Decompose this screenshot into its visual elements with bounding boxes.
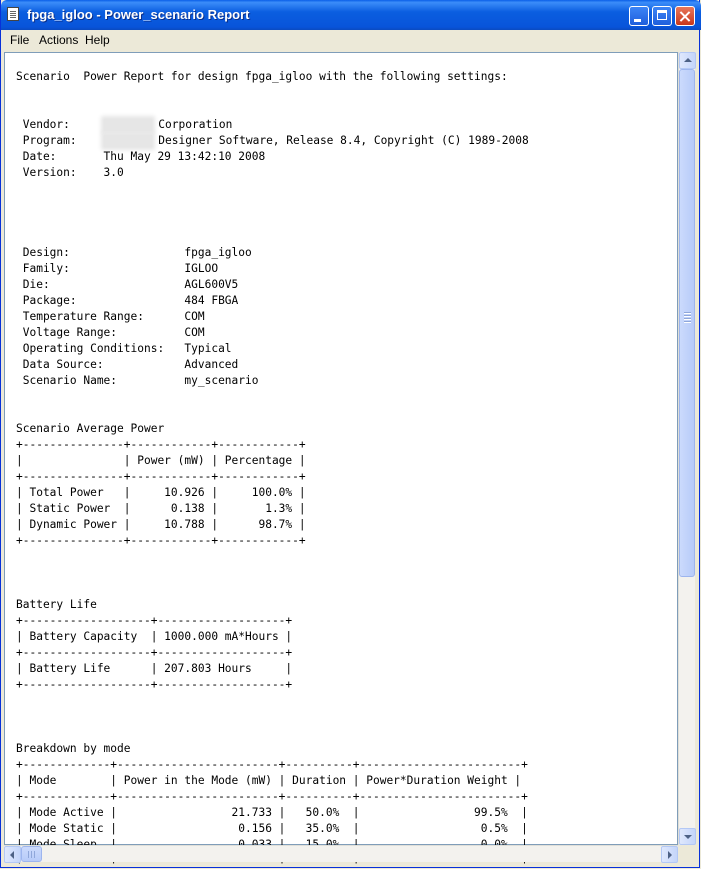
vendor-label: Vendor:	[16, 118, 104, 131]
setting-voltage-range: Voltage Range: COM	[16, 326, 205, 339]
thumb-grip-icon	[34, 851, 35, 858]
thumb-grip-icon	[684, 321, 691, 322]
battery-life-title: Battery Life	[16, 598, 97, 611]
avg-table-header: | | Power (mW) | Percentage |	[16, 454, 306, 467]
scroll-right-button[interactable]	[661, 846, 678, 863]
title-bar[interactable]	[1, 0, 701, 30]
report-text-area[interactable]	[4, 52, 678, 845]
horizontal-scroll-thumb[interactable]	[21, 846, 42, 862]
report-heading: Scenario Power Report for design fpga_igloo with the following settings:	[16, 70, 508, 83]
setting-scenario-name: Scenario Name: my_scenario	[16, 374, 259, 387]
avg-table-line: +---------------+------------+------------+	[16, 438, 306, 451]
report-document-icon	[7, 7, 19, 21]
setting-package: Package: 484 FBGA	[16, 294, 239, 307]
menu-actions[interactable]: Actions	[39, 33, 79, 47]
avg-table-row: | Total Power | 10.926 | 100.0% |	[16, 486, 306, 499]
minimize-button[interactable]	[629, 6, 649, 26]
mode-table-header: | Mode | Power in the Mode (mW) | Duration | Power*Duration Weight |	[16, 774, 522, 787]
vertical-scrollbar[interactable]	[678, 52, 695, 845]
mode-breakdown-title: Breakdown by mode	[16, 742, 131, 755]
avg-power-title: Scenario Average Power	[16, 422, 165, 435]
horizontal-scrollbar[interactable]	[4, 845, 678, 862]
window-title: fpga_igloo - Power_scenario Report	[27, 7, 250, 22]
thumb-grip-icon	[684, 312, 691, 313]
redacted-vendor-name-2	[104, 135, 152, 147]
program-value: Designer Software, Release 8.4, Copyright (C) 1989-2008	[151, 134, 529, 147]
scroll-left-button[interactable]	[4, 846, 21, 863]
avg-table-row: | Dynamic Power | 10.788 | 98.7% |	[16, 518, 306, 531]
avg-table-row: | Static Power | 0.138 | 1.3% |	[16, 502, 306, 515]
battery-table-line: +-------------------+-------------------+	[16, 646, 293, 659]
menu-file[interactable]: File	[10, 33, 30, 47]
close-button[interactable]	[675, 6, 695, 26]
battery-table-row: | Battery Life | 207.803 Hours |	[16, 662, 293, 675]
scroll-down-button[interactable]	[679, 828, 696, 845]
maximize-button[interactable]	[652, 6, 672, 26]
setting-temperature-range: Temperature Range: COM	[16, 310, 205, 323]
mode-table-row: | Mode Static | 0.156 | 35.0% | 0.5% |	[16, 822, 528, 835]
battery-table-line: +-------------------+-------------------+	[16, 614, 293, 627]
menu-help[interactable]: Help	[85, 33, 110, 47]
avg-table-line: +---------------+------------+------------+	[16, 534, 306, 547]
thumb-grip-icon	[31, 851, 32, 858]
battery-table-line: +-------------------+-------------------+	[16, 678, 293, 691]
vendor-value: Corporation	[151, 118, 233, 131]
version-line: Version: 3.0	[16, 166, 124, 179]
mode-table-line: +-------------+------------------------+----------+------------------------+	[16, 758, 528, 771]
setting-data-source: Data Source: Advanced	[16, 358, 239, 371]
vertical-scroll-thumb[interactable]	[679, 69, 695, 577]
avg-table-line: +---------------+------------+------------+	[16, 470, 306, 483]
scroll-up-button[interactable]	[679, 52, 696, 69]
mode-table-row: | Mode Active | 21.733 | 50.0% | 99.5% |	[16, 806, 528, 819]
mode-table-line: +-------------+------------------------+----------+------------------------+	[16, 790, 528, 803]
setting-family: Family: IGLOO	[16, 262, 219, 275]
battery-table-row: | Battery Capacity | 1000.000 mA*Hours |	[16, 630, 293, 643]
setting-operating-conditions: Operating Conditions: Typical	[16, 342, 232, 355]
report-body	[16, 69, 529, 869]
thumb-grip-icon	[28, 851, 29, 858]
date-line: Date: Thu May 29 13:42:10 2008	[16, 150, 266, 163]
setting-die: Die: AGL600V5	[16, 278, 239, 291]
thumb-grip-icon	[684, 318, 691, 319]
program-label: Program:	[16, 134, 104, 147]
thumb-grip-icon	[684, 315, 691, 316]
menu-bar	[1, 30, 699, 50]
redacted-vendor-name	[104, 119, 152, 131]
size-grip[interactable]	[678, 845, 695, 862]
setting-design: Design: fpga_igloo	[16, 246, 252, 259]
